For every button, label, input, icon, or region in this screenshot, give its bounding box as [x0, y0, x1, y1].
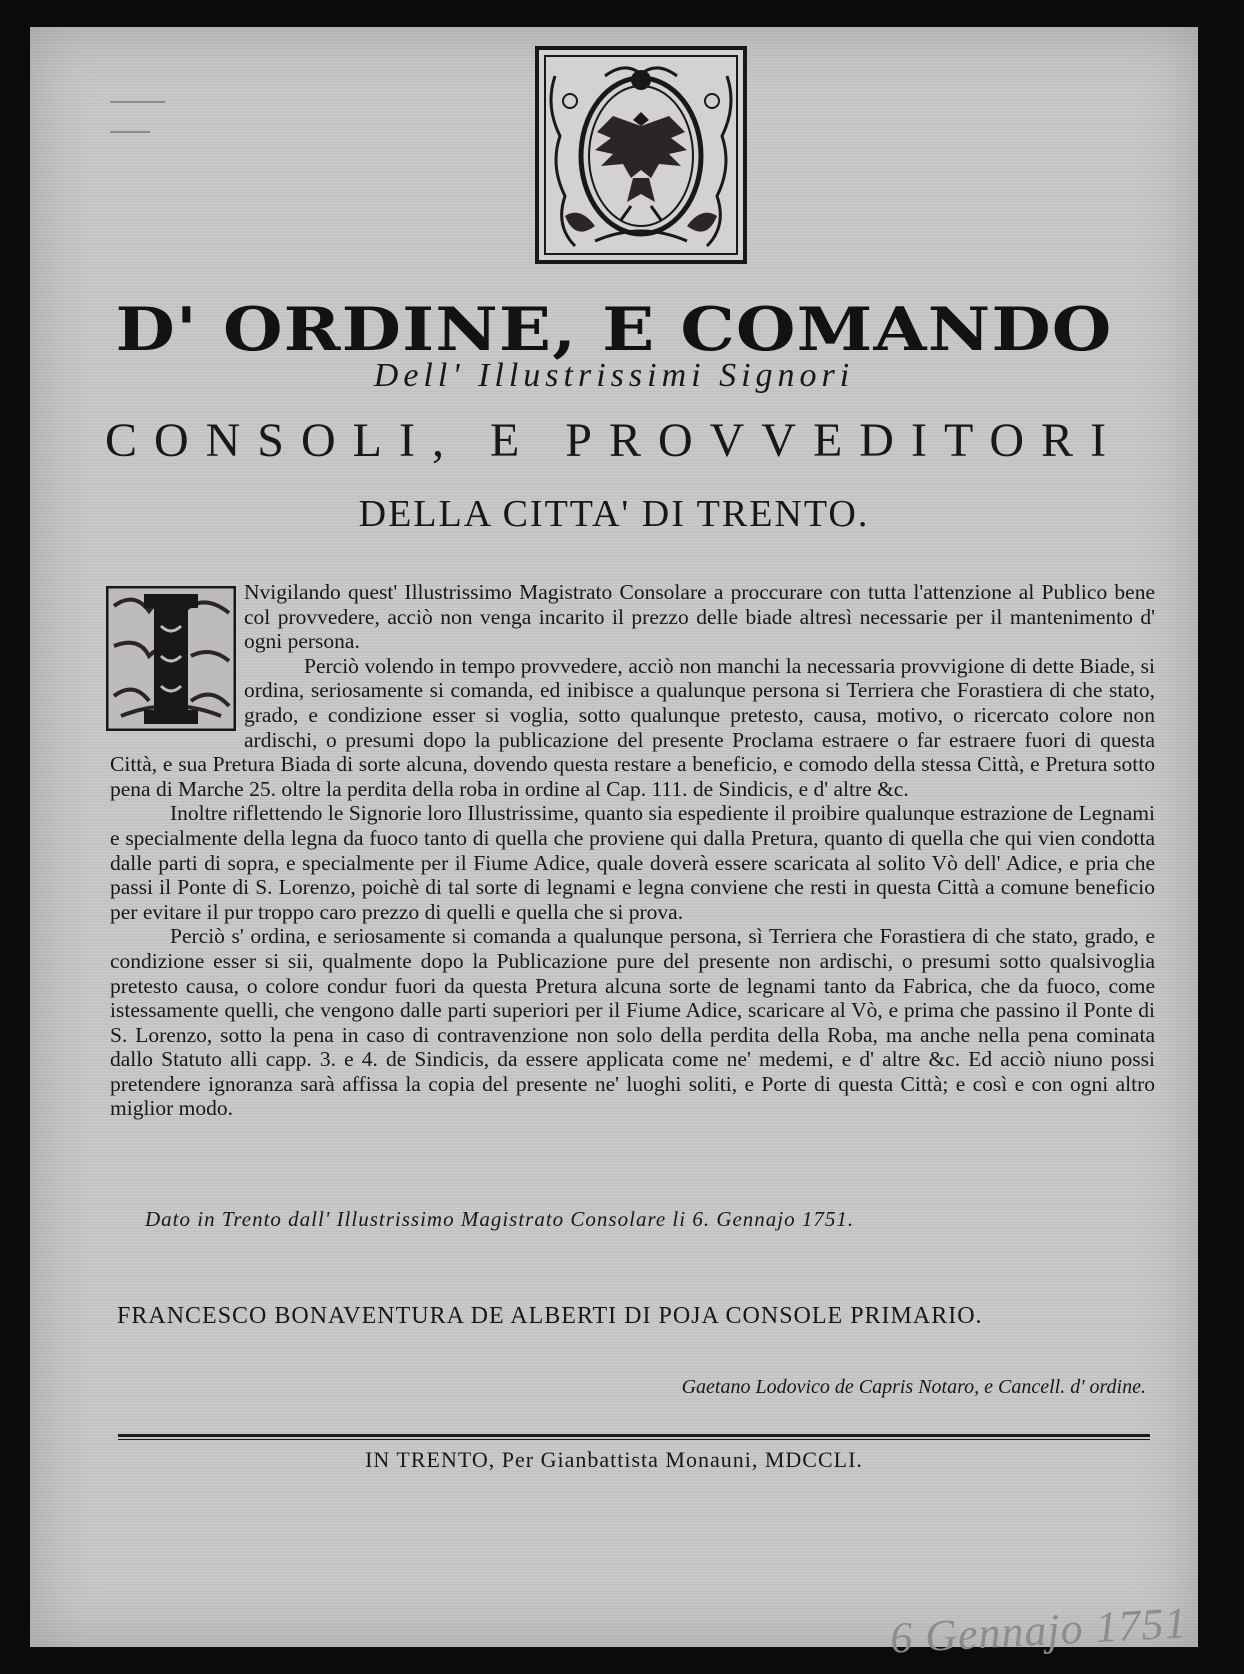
date-line: Dato in Trento dall' Illustrissimo Magistrato Consolare li 6. Gennajo 1751. — [145, 1207, 855, 1231]
paragraph-2: Perciò volendo in tempo provvedere, acciò non manchi la necessaria provvigione di dette Biade, si ordina, seriosamente si comanda, ed inibisce a qualunque persona si Terriera che Forastiera di che stato, grado, e condizione esser si voglia, sotto qualunque pretesto, causa, motivo, o ricercato colore non ardischi, o presumi dopo la publicazione del presente Proclama estraere o far estraere fuori di questa Città, e sua Pretura Biada di sorte alcuna, dovendo questa restare a beneficio, e comodo della stessa Città, e Pretura sotto pena di Marche 25. oltre la perdita della roba in ordine al Cap. 111. de Sindicis, e d' altre &c. — [110, 653, 1155, 801]
divider-rule-thin — [118, 1439, 1150, 1440]
paragraph-3: Inoltre riflettendo le Signorie loro Illustrissime, quanto sia espediente il proibire qualunque estrazione de Legnami e specialmente della legna da fuoco tanto di quella che proviene qui dalla Pretura, quanto di quella che qui vien condotta dalle parti di sopra, e specialmente per il Fiume Adice, quale doverà essere scaricata al solito Vò dell' Adice, e pria che passi il Ponte di S. Lorenzo, poichè di tal sorte di legnami e legna conviene che resti in questa Città a comune beneficio per evitare il pur troppo caro prezzo di quelli e quella che si prova. — [110, 801, 1155, 924]
paragraph-1: Nvigilando quest' Illustrissimo Magistrato Consolare a proccurare con tutta l'attenzione al Publico bene col provvedere, acciò non venga incarito il prezzo delle biade altresì necessarie per il mantenimento d' ogni persona. — [244, 580, 1155, 654]
page-title: D' ORDINE, E COMANDO — [115, 295, 1113, 365]
margin-mark — [110, 101, 165, 103]
city-heading: DELLA CITTA' DI TRENTO. — [358, 493, 870, 535]
proclamation-sheet — [30, 27, 1198, 1663]
authority-heading: CONSOLI, E PROVVEDITORI — [104, 414, 1124, 467]
signer-name: FRANCESCO BONAVENTURA DE ALBERTI DI POJA CONSOLE PRIMARIO. — [117, 1303, 983, 1329]
margin-mark — [110, 131, 150, 133]
proclamation-body — [110, 580, 1155, 1121]
decorated-initial-i — [106, 586, 236, 731]
paragraph-4: Perciò s' ordina, e seriosamente si comanda a qualunque persona, sì Terriera che Forastiera di che stato, grado, e condizione esser si sii, qualmente dopo la Publicazione pure del presente non ardischi, o presumi sotto qualsivoglia pretesto causa, o colore condur fuori da questa Pretura alcuna sorte de legnami tanto da Fabrica, che da fuoco, come istessamente quelli, che vengono dalle parti superiori per il Fiume Adice, scaricare al Vò, e prima che passino il Ponte di S. Lorenzo, sotto la pena in caso di contravenzione non solo della perdita della Roba, ma anche nella pena cominata dallo Statuto alli capp. 3. e 4. de Sindicis, da essere applicata come ne' medemi, e d' altre &c. Ed acciò niuno possi pretendere ignoranza sarà affissa la copia del presente ne' luoghi soliti, e Porte di questa Città; e così e con ogni altro miglior modo. — [110, 924, 1155, 1121]
notary-line: Gaetano Lodovico de Capris Notaro, e Cancell. d' ordine. — [681, 1376, 1146, 1398]
coat-of-arms-eagle-emblem — [535, 46, 747, 264]
handwritten-date-note: 6 Gennajo 1751 — [889, 1598, 1190, 1663]
printer-imprint: IN TRENTO, Per Gianbattista Monauni, MDCCLI. — [365, 1447, 863, 1472]
page-subtitle: Dell' Illustrissimi Signori — [373, 357, 855, 394]
divider-rule — [118, 1434, 1150, 1437]
